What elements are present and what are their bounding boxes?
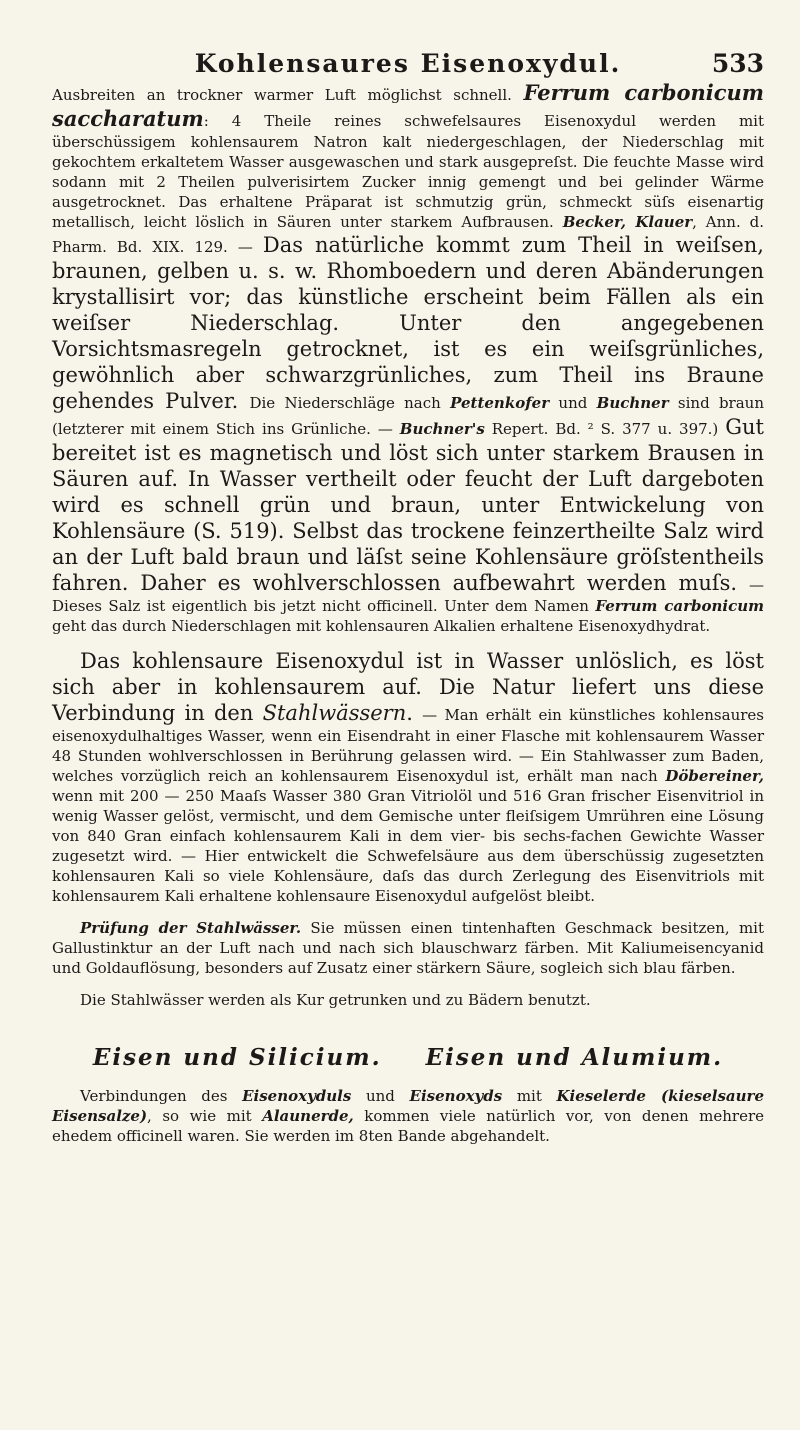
text-run: geht das durch Niederschlagen mit kohlensauren Alkalien erhaltene Eisenoxydhydrat. [52, 617, 711, 635]
text-run: und [351, 1087, 410, 1105]
text-run: kommen viele natürlich vor, von denen mehrere ehedem officinell waren. Sie werden im 8ten Bande abgehandelt. [52, 1107, 764, 1145]
body-text [52, 80, 764, 1146]
section-heading-silicium: Eisen und Silicium. [92, 1044, 382, 1071]
large-text-run: Das kohlensaure Eisenoxydul ist in Wasser unlöslich, es löst sich aber in kohlensaurem auf. Die Natur liefert uns diese Verbindung in den [52, 649, 764, 725]
text-run: Verbindungen des [80, 1087, 243, 1105]
paragraph-pruefung [52, 918, 764, 978]
text-run: Sie müssen einen tintenhaften Geschmack besitzen, mit Gallustinktur an der Luft nach und nach sich blauschwarz färben. Mit Kaliumeisencyanid und Goldauflösung, besonders auf Zusatz einer stärkern Säure, sogleich sich blau färben. [52, 919, 765, 977]
emphasis-run: Kieselerde (kieselsaure Eisensalze) [52, 1087, 764, 1125]
page-header [52, 0, 764, 80]
section-heading-alumium: Eisen und Alumium. [425, 1044, 724, 1071]
emphasis-run: Stahlwässern [262, 701, 407, 725]
emphasis-run: Ferrum carbonicum saccharatum [52, 80, 764, 131]
section-heading [52, 1044, 764, 1072]
emphasis-run: Ferrum carbonicum [595, 597, 764, 615]
text-run: Repert. Bd. ² S. 377 u. 397.) [484, 420, 726, 438]
text-run: , Ann. d. Pharm. Bd. XIX. 129. — [52, 213, 764, 256]
text-run: und [549, 394, 597, 412]
author-citation: Buchner's [399, 420, 485, 438]
author-citation: Pettenkofer [450, 394, 550, 412]
text-run: wenn mit 200 — 250 Maaſs Wasser 380 Gran Vitriolöl und 516 Gran frischer Eisenvitriol in wenig Wasser gelöst, vermischt, und dem Gemische unter fleiſsigem Umrühren eine Lösung von 840 Gran einfach kohlensaurem Kali in dem vier- bis sechs-fachen Gewichte Wasser zugesetzt wird. — Hier entwickelt die Schwefelsäure aus dem überschüssig zugesetzten kohlensauren Kali so viele Kohlensäure, daſs das durch Zerlegung des Eisenvitriols mit kohlensaurem Kali erhaltene kohlensaure Eisenoxydul aufgelöst bleibt. [52, 787, 764, 905]
text-run: mit [502, 1087, 557, 1105]
page-number: 533 [711, 49, 764, 78]
emphasis-run: Eisenoxyds [409, 1087, 503, 1105]
large-text-run: Das natürliche kommt zum Theil in weiſsen, braunen, gelben u. s. w. Rhomboedern und deren Abänderungen krystallisirt vor; das künstliche erscheint beim Fällen als ein weiſser Niederschlag. Unter den angegebenen Vorsichtsmasregeln getrocknet, ist es ein weiſsgrünliches, gewöhnlich aber schwarzgrünliches, zum Theil ins Braune gehendes Pulver. [52, 233, 764, 413]
book-page [52, 0, 764, 1146]
emphasis-run: Alaunerde, [262, 1107, 354, 1125]
paragraph-stahlwaesser [52, 648, 764, 906]
text-run: Die Stahlwässer werden als Kur getrunken und zu Bädern benutzt. [80, 991, 591, 1009]
text-run: — Man erhält ein künstliches kohlensaures eisenoxydulhaltiges Wasser, wenn ein Eisendraht in einer Flasche mit kohlensaurem Wasser 48 Stunden wohlverschlossen in Berührung gelassen wird. — Ein Stahlwasser zum Baden, welches vorzüglich reich an kohlensaurem Eisenoxydul ist, erhält man nach [52, 706, 764, 785]
author-citation: Buchner [596, 394, 669, 412]
text-run: Ausbreiten an trockner warmer Luft möglichst schnell. [52, 86, 524, 104]
author-citation: Döbereiner, [665, 767, 764, 785]
author-citation: Becker, Klauer [562, 213, 693, 231]
subheading-run: Prüfung der Stahlwässer. [80, 919, 302, 937]
paragraph-verbindungen [52, 1086, 764, 1146]
text-run: — Dieses Salz ist eigentlich bis jetzt nicht officinell. Unter dem Namen [52, 576, 764, 615]
text-run: Die Niederschläge nach [249, 394, 451, 412]
running-title: Kohlensaures Eisenoxydul. [194, 49, 622, 78]
paragraph-ferrum-carbonicum [52, 80, 764, 636]
text-run: sind braun (letzterer mit einem Stich ins Grünliche. — [52, 394, 764, 438]
emphasis-run: Eisenoxyduls [242, 1087, 352, 1105]
large-text-run: Gut bereitet ist es magnetisch und löst sich unter starkem Brausen in Säuren auf. In Wasser vertheilt oder feucht der Luft dargeboten wird es schnell grün und braun, unter Entwickelung von Kohlensäure (S. 519). Selbst das trockene feinzertheilte Salz wird an der Luft bald braun und läſst seine Kohlensäure gröſstentheils fahren. Daher es wohlverschlossen aufbewahrt werden muſs. [52, 415, 764, 595]
text-run: , so wie mit [147, 1107, 263, 1125]
text-run: : 4 Theile reines schwefelsaures Eisenoxydul werden mit überschüssigem kohlensaurem Natron kalt niedergeschlagen, der Niederschlag mit gekochtem erkaltetem Wasser ausgewaschen und stark ausgepreſst. Die feuchte Masse wird sodann mit 2 Theilen pulverisirtem Zucker innig gemengt und bei gelinder Wärme ausgetrocknet. Das erhaltene Präparat ist schmutzig grün, schmeckt süſs eisenartig metallisch, leicht löslich in Säuren unter starkem Aufbrausen. [52, 112, 764, 231]
large-text-run: . [406, 701, 423, 725]
paragraph-benutzung [52, 990, 764, 1010]
